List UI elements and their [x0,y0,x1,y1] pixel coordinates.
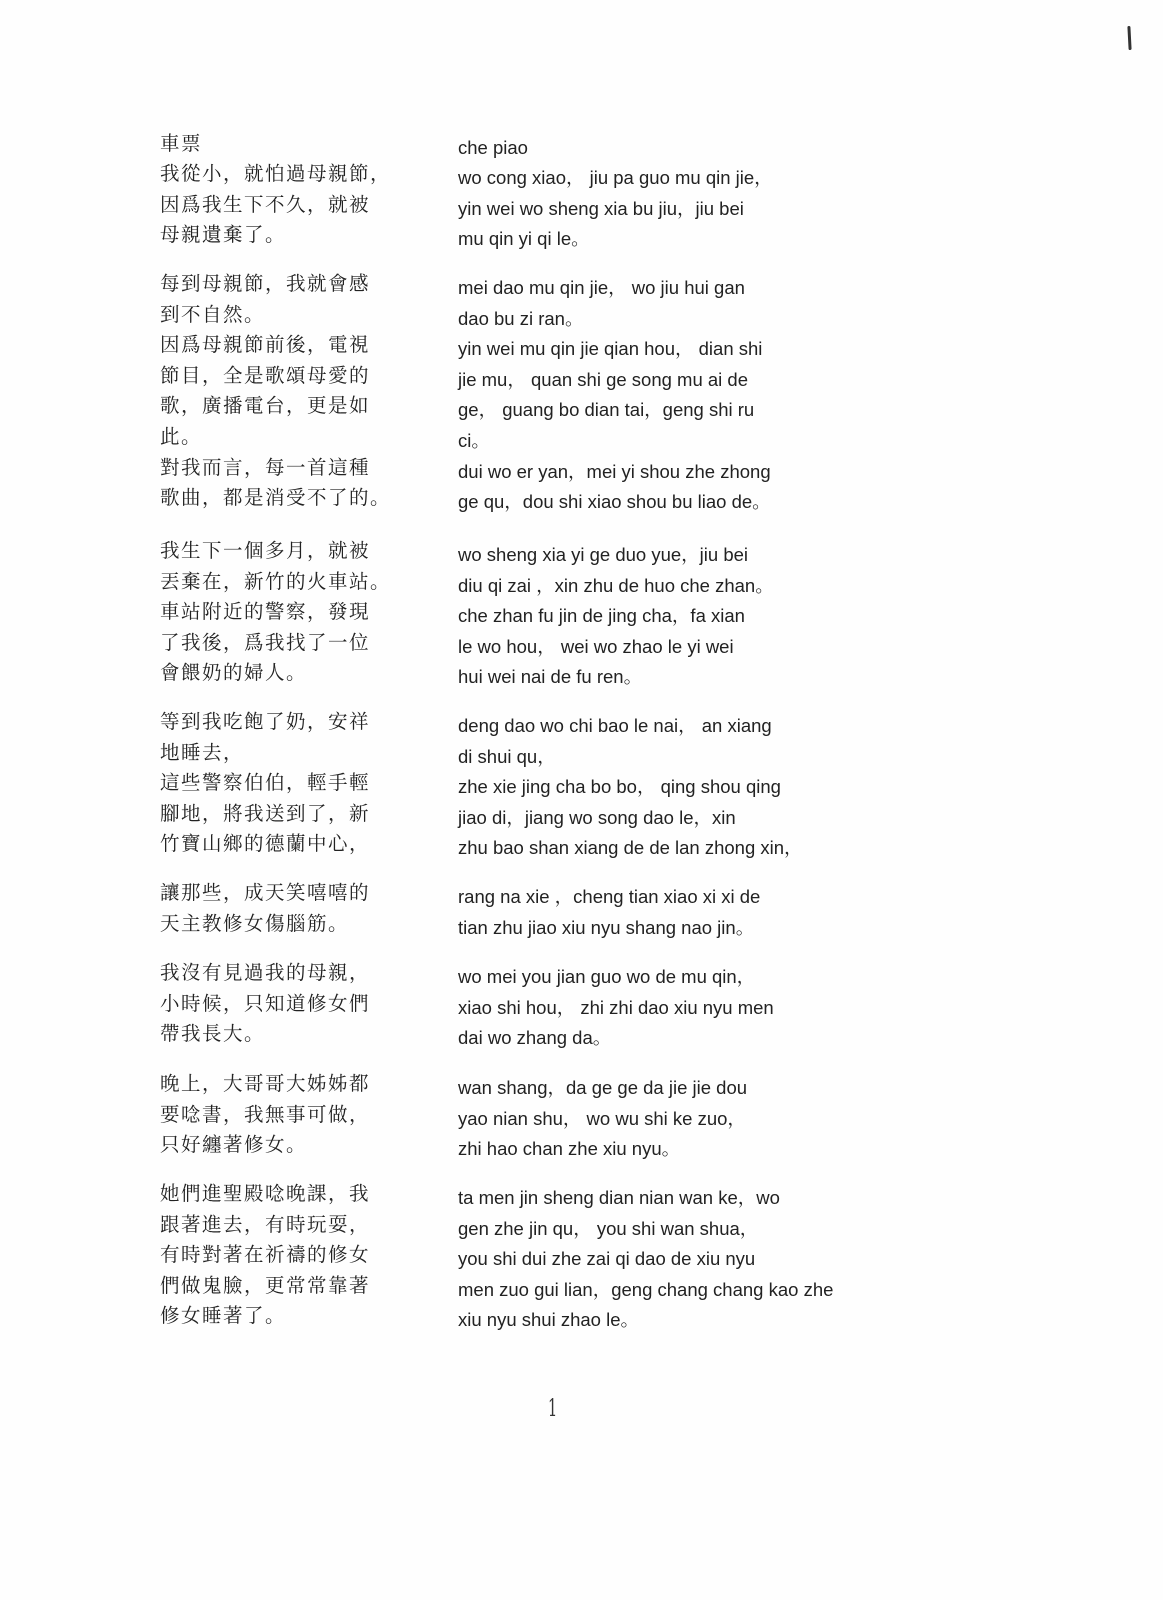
pinyin-line: le wo hou， wei wo zhao le yi wei [458,635,734,657]
pinyin-line: zhu bao shan xiang de de lan zhong xin， [458,837,803,859]
corner-pen-mark [1127,26,1131,50]
chinese-line: 了我後，爲我找了一位 [160,630,371,654]
chinese-line: 晚上，大哥哥大姊姊都 [160,1072,371,1095]
pinyin-line: dui wo er yan，mei yi shou zhe zhong [458,460,771,482]
chinese-line: 因爲母親節前後，電視 [160,333,371,357]
pinyin-line: ci。 [458,430,490,451]
pinyin-line: rang na xie ，cheng tian xiao xi xi de [458,886,761,907]
pinyin-line: jie mu， quan shi ge song mu ai de [458,368,749,390]
chinese-line: 因爲我生下不久，就被 [160,192,371,216]
pinyin-line: wan shang，da ge ge da jie jie dou [458,1077,748,1098]
chinese-line: 腳地，將我送到了，新 [160,801,371,825]
chinese-line: 每到母親節，我就會感 [160,272,371,295]
pinyin-line: men zuo gui lian，geng chang chang kao zhe [458,1278,834,1300]
chinese-line: 我沒有見過我的母親， [160,961,371,984]
pinyin-line: zhe xie jing cha bo bo， qing shou qing [458,776,781,798]
pinyin-line: deng dao wo chi bao le nai， an xiang [458,715,772,736]
chinese-line: 等到我吃飽了奶，安祥 [160,710,371,733]
chinese-line: 我從小，就怕過母親節， [160,162,392,185]
chinese-line: 跟著進去，有時玩耍， [160,1212,371,1236]
chinese-line: 會餵奶的婦人。 [160,661,308,685]
chinese-line: 帶我長大。 [160,1022,266,1046]
chinese-line: 要唸書，我無事可做， [160,1102,371,1126]
pinyin-line: hui wei nai de fu ren。 [458,666,643,688]
chinese-line: 此。 [160,425,203,448]
chinese-line: 修女睡著了。 [160,1304,287,1328]
pinyin-line: mei dao mu qin jie， wo jiu hui gan [458,277,745,298]
chinese-line: 節目，全是歌頌母愛的 [160,363,371,387]
pinyin-line: dao bu zi ran。 [458,307,584,329]
chinese-line: 她們進聖殿唸晚課，我 [160,1182,371,1205]
pinyin-line: ge， guang bo dian tai，geng shi ru [458,399,755,421]
title-pinyin: che piao [458,137,528,158]
title-chinese: 車票 [160,132,203,155]
page-number: 1 [548,1394,558,1422]
chinese-line: 歌曲，都是消受不了的。 [160,486,392,510]
pinyin-line: jiao di，jiang wo song dao le，xin [458,806,736,828]
chinese-line: 讓那些，成天笑嘻嘻的 [160,881,371,904]
pinyin-line: yin wei mu qin jie qian hou， dian shi [458,338,763,360]
pinyin-line: you shi dui zhe zai qi dao de xiu nyu [458,1248,756,1270]
chinese-line: 歌，廣播電台，更是如 [160,394,371,418]
pinyin-line: dai wo zhang da。 [458,1027,612,1049]
pinyin-line: tian zhu jiao xiu nyu shang nao jin。 [458,916,755,938]
chinese-line: 這些警察伯伯，輕手輕 [160,771,371,795]
chinese-line: 小時候，只知道修女們 [160,991,371,1015]
pinyin-line: xiu nyu shui zhao le。 [458,1309,639,1331]
pinyin-line: yao nian shu， wo wu shi ke zuo， [458,1107,746,1129]
pinyin-line: gen zhe jin qu， you shi wan shua， [458,1217,759,1239]
pinyin-line: wo cong xiao， jiu pa guo mu qin jie， [458,167,773,188]
chinese-line: 對我而言，每一首這種 [160,455,371,479]
chinese-line: 丟棄在，新竹的火車站。 [160,569,392,593]
chinese-line: 地睡去， [160,740,245,764]
pinyin-line: mu qin yi qi le。 [458,228,590,250]
chinese-line: 我生下一個多月，就被 [160,539,371,562]
chinese-line: 母親遺棄了。 [160,223,287,247]
pinyin-line: che zhan fu jin de jing cha，fa xian [458,605,745,627]
chinese-line: 們做鬼臉，更常常靠著 [160,1273,371,1297]
chinese-line: 只好纏著修女。 [160,1133,308,1157]
chinese-line: 天主教修女傷腦筋。 [160,911,350,935]
chinese-line: 車站附近的警察，發現 [160,600,371,624]
pinyin-line: diu qi zai ，xin zhu de huo che zhan。 [458,574,774,596]
pinyin-line: zhi hao chan zhe xiu nyu。 [458,1138,681,1160]
pinyin-line: ta men jin sheng dian nian wan ke，wo [458,1187,780,1208]
chinese-line: 到不自然。 [160,302,266,326]
chinese-line: 有時對著在祈禱的修女 [160,1243,371,1267]
pinyin-line: yin wei wo sheng xia bu jiu，jiu bei [458,197,744,219]
pinyin-line: xiao shi hou， zhi zhi dao xiu nyu men [458,996,774,1018]
pinyin-line: wo mei you jian guo wo de mu qin， [458,966,756,987]
chinese-line: 竹寶山鄉的德蘭中心， [160,832,371,856]
pinyin-line: wo sheng xia yi ge duo yue，jiu bei [458,544,749,565]
pinyin-line: di shui qu， [458,745,556,767]
pinyin-line: ge qu，dou shi xiao shou bu liao de。 [458,491,771,513]
